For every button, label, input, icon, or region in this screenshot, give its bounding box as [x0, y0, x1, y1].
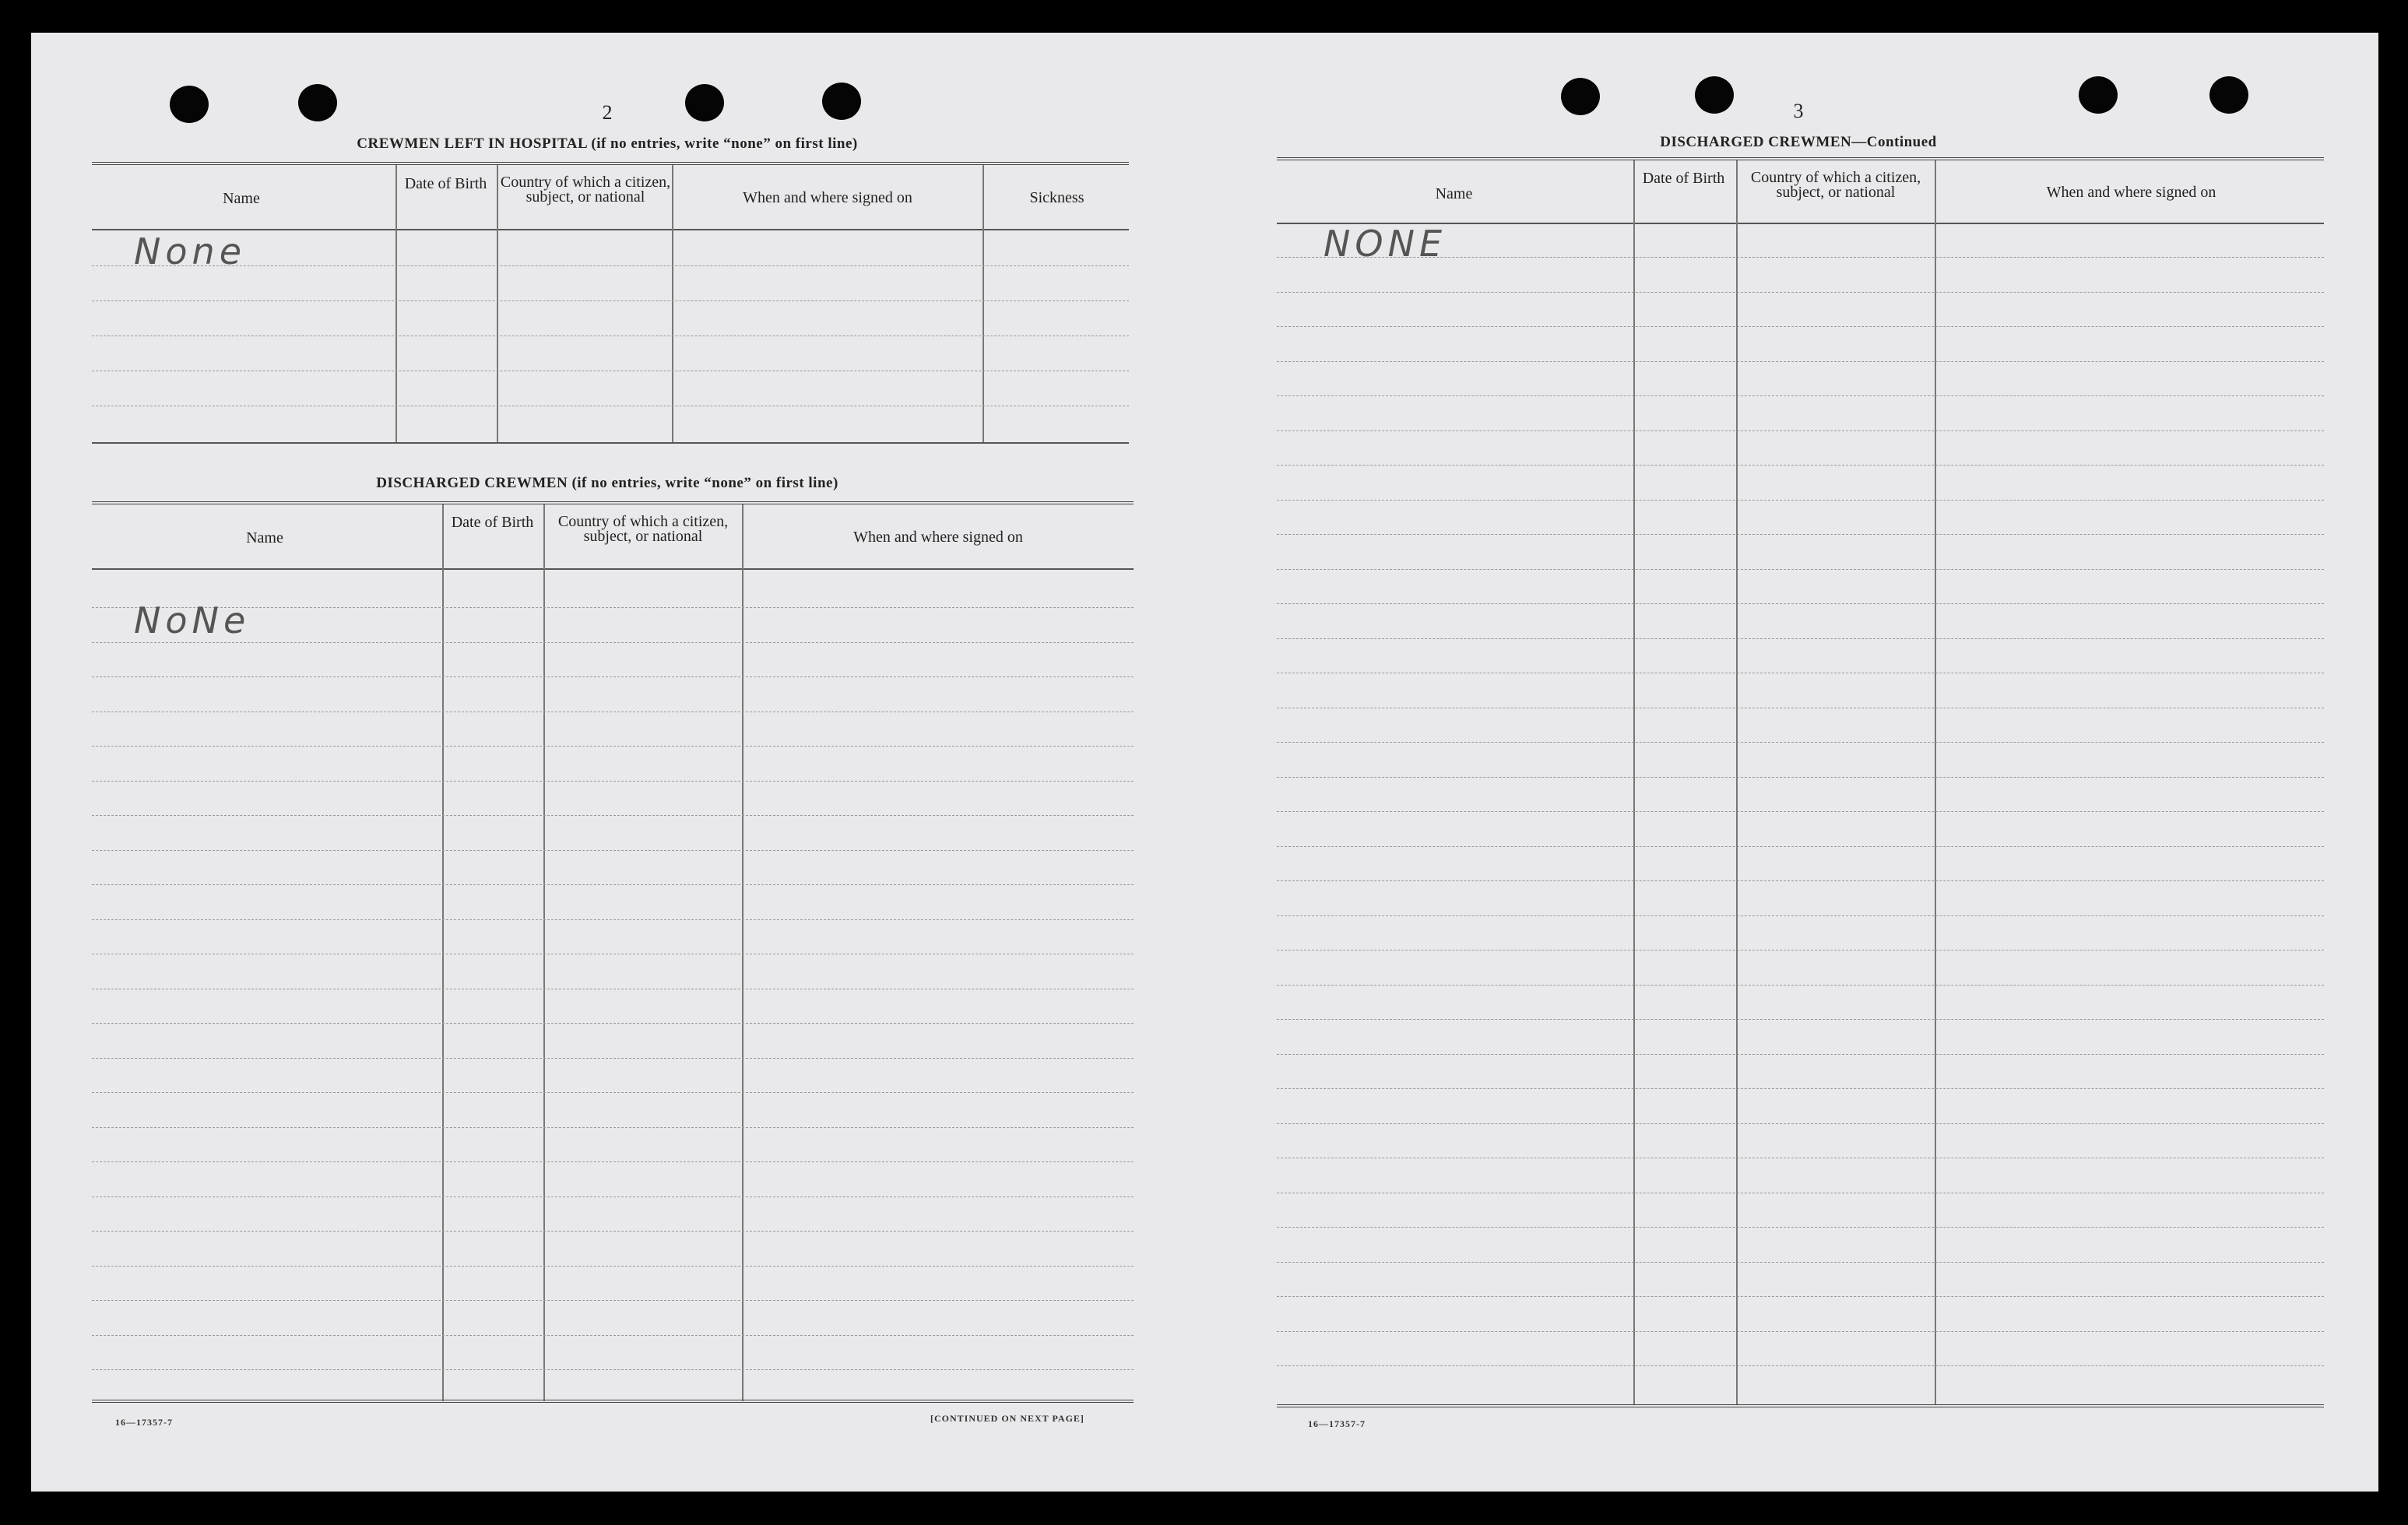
- entry-line: [1277, 326, 2324, 327]
- punch-hole: [298, 84, 337, 121]
- entry-line: [92, 884, 1134, 885]
- column-header-name: Name: [1435, 185, 1473, 202]
- entry-line: [1277, 1019, 2324, 1020]
- punch-hole: [170, 86, 209, 123]
- column-header-country: Country of which a citizen, subject, or national: [557, 513, 729, 545]
- entry-line: [1277, 395, 2324, 396]
- column-divider: [543, 504, 545, 1401]
- entry-line: [92, 919, 1134, 920]
- entry-line: [1277, 1123, 2324, 1124]
- document-sheet: [31, 33, 2378, 1492]
- punch-hole: [2079, 76, 2118, 114]
- entry-line: [1277, 846, 2324, 847]
- column-divider: [1736, 160, 1738, 1404]
- column-header-name: Name: [223, 190, 260, 207]
- entry-line: [92, 642, 1134, 643]
- section-note: (if no entries, write “none” on first line): [591, 135, 858, 152]
- entry-line: [1277, 638, 2324, 639]
- entry-line: [1277, 465, 2324, 466]
- column-divider: [742, 504, 743, 1401]
- punch-hole: [1561, 78, 1600, 115]
- column-header-date-of-birth: Date of Birth: [404, 175, 487, 192]
- section-title-text: CREWMEN LEFT IN HOSPITAL: [357, 135, 588, 152]
- entry-line: [92, 1369, 1134, 1370]
- column-header-signed-on: When and where signed on: [853, 529, 1023, 546]
- table-bottom-rule: [92, 1400, 1134, 1403]
- column-divider: [497, 165, 498, 444]
- entry-line: [92, 746, 1134, 747]
- entry-line: [92, 265, 1129, 266]
- column-divider: [395, 165, 397, 444]
- section-title-text: DISCHARGED CREWMEN: [376, 475, 568, 491]
- entry-line: [92, 300, 1129, 301]
- table-bottom-rule: [92, 442, 1129, 444]
- entry-line: [1277, 603, 2324, 604]
- continued-note: [CONTINUED ON NEXT PAGE]: [930, 1413, 1084, 1424]
- entry-line: [92, 1092, 1134, 1093]
- column-header-country: Country of which a citizen, subject, or national: [1750, 169, 1921, 201]
- entry-line: [1277, 742, 2324, 743]
- entry-line: [1277, 1365, 2324, 1366]
- entry-line: [92, 1023, 1134, 1024]
- column-divider: [442, 504, 444, 1401]
- column-header-country: Country of which a citizen, subject, or national: [500, 174, 671, 206]
- table-bottom-rule: [1277, 1404, 2324, 1407]
- form-number: 16—17357-7: [115, 1417, 173, 1428]
- column-header-name: Name: [246, 529, 283, 546]
- section-title: DISCHARGED CREWMEN—Continued: [1660, 134, 1937, 150]
- entry-line: [1277, 777, 2324, 778]
- column-header-sickness: Sickness: [1029, 189, 1084, 206]
- page-number: 2: [602, 101, 613, 124]
- column-divider: [672, 165, 673, 444]
- entry-line: [92, 850, 1134, 851]
- entry-line: [1277, 1227, 2324, 1228]
- entry-line: [1277, 985, 2324, 986]
- punch-hole: [2209, 76, 2248, 114]
- entry-line: [1277, 430, 2324, 431]
- table-top-rule: [92, 162, 1129, 165]
- column-divider: [983, 165, 984, 444]
- entry-line: [92, 1127, 1134, 1128]
- entry-line: [1277, 361, 2324, 362]
- entry-line: [1277, 534, 2324, 535]
- column-divider: [1633, 160, 1635, 1404]
- section-title: [376, 475, 838, 492]
- form-number: 16—17357-7: [1308, 1418, 1366, 1429]
- table-top-rule: [1277, 157, 2324, 160]
- entry-line: [1277, 1088, 2324, 1089]
- entry-line: [92, 1335, 1134, 1336]
- entry-line: [1277, 1331, 2324, 1332]
- entry-line: [1277, 1054, 2324, 1055]
- table-top-rule: [92, 501, 1134, 504]
- entry-line: [1277, 915, 2324, 916]
- entry-line: [92, 1231, 1134, 1232]
- entry-line: [1277, 880, 2324, 881]
- punch-hole: [822, 83, 861, 120]
- entry-line: [92, 1058, 1134, 1059]
- section-note: (if no entries, write “none” on first line): [571, 475, 838, 491]
- header-bottom-rule: [92, 568, 1134, 570]
- entry-line: [1277, 1262, 2324, 1263]
- entry-line: [1277, 1296, 2324, 1297]
- entry-line: [92, 676, 1134, 677]
- handwritten-entry: NoNe: [134, 599, 251, 641]
- handwritten-entry: None: [134, 230, 247, 272]
- entry-line: [92, 781, 1134, 782]
- entry-line: [1277, 811, 2324, 812]
- entry-line: [92, 815, 1134, 816]
- entry-line: [1277, 292, 2324, 293]
- entry-line: [1277, 500, 2324, 501]
- entry-line: [1277, 569, 2324, 570]
- column-header-signed-on: When and where signed on: [743, 189, 912, 206]
- page-number: 3: [1793, 100, 1804, 122]
- punch-hole: [1695, 76, 1734, 114]
- section-title: [357, 135, 857, 153]
- handwritten-entry: NONE: [1324, 223, 1447, 265]
- header-bottom-rule: [92, 229, 1129, 230]
- entry-line: [92, 1196, 1134, 1197]
- column-header-date-of-birth: Date of Birth: [451, 514, 534, 531]
- entry-line: [92, 1161, 1134, 1162]
- column-header-signed-on: When and where signed on: [2046, 184, 2216, 201]
- column-header-date-of-birth: Date of Birth: [1642, 170, 1725, 187]
- punch-hole: [685, 84, 724, 121]
- column-divider: [1935, 160, 1936, 1404]
- entry-line: [92, 1266, 1134, 1267]
- entry-line: [92, 1300, 1134, 1301]
